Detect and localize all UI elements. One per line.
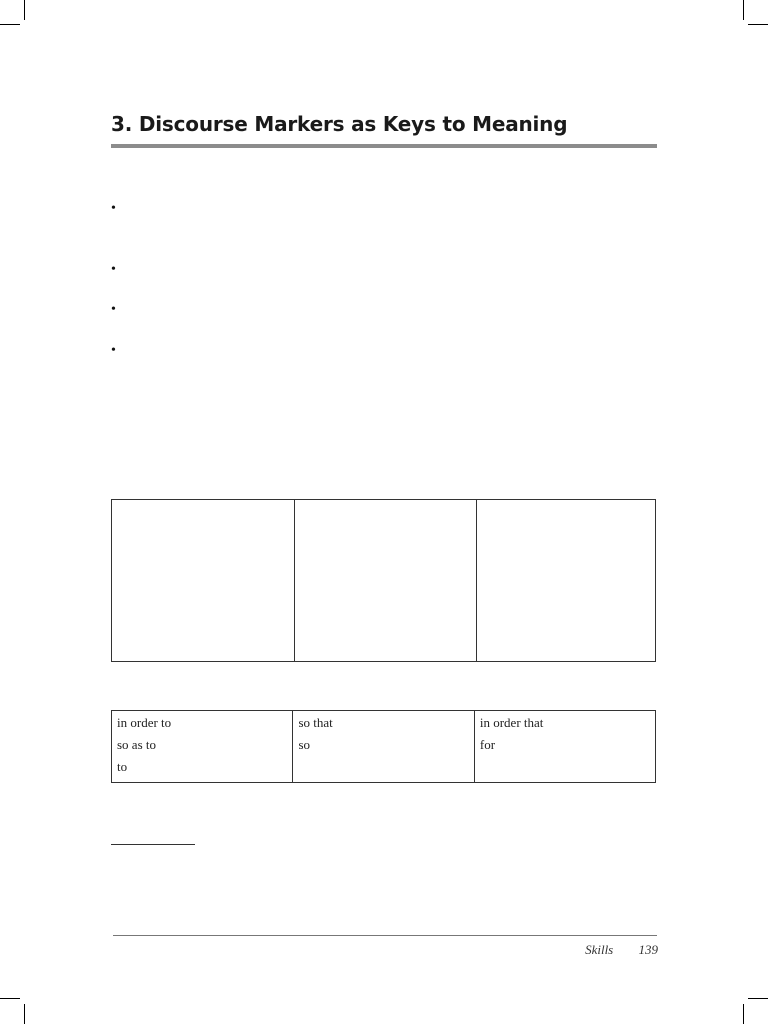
crop-mark-bottom-left-horizontal	[0, 998, 20, 999]
table-row	[112, 500, 656, 662]
bullet-point	[111, 205, 119, 213]
crop-mark-bottom-right-vertical	[743, 1004, 744, 1024]
marker-word: in order to	[117, 715, 172, 730]
crop-mark-top-right-vertical	[743, 0, 744, 20]
table-cell	[293, 711, 474, 783]
bullet-point	[111, 347, 119, 355]
empty-category-table	[111, 499, 656, 662]
marker-word: so that	[298, 715, 333, 730]
title-underline	[111, 144, 657, 148]
bullet-point	[111, 266, 119, 274]
crop-mark-top-left-horizontal	[0, 24, 20, 25]
marker-word: so as to	[117, 737, 156, 752]
marker-word: so	[298, 737, 310, 752]
footer-rule	[113, 935, 657, 936]
table-row	[112, 711, 656, 783]
purpose-markers-table	[111, 710, 656, 783]
footer-section-name: Skills	[585, 942, 614, 957]
table-cell	[112, 711, 293, 783]
marker-word: for	[479, 737, 496, 752]
marker-word: to	[117, 759, 128, 774]
crop-mark-top-left-vertical	[24, 0, 25, 20]
marker-word: in order that	[479, 715, 544, 730]
crop-mark-bottom-right-horizontal	[748, 998, 768, 999]
bullet-point	[111, 306, 119, 314]
crop-mark-bottom-left-vertical	[24, 1004, 25, 1024]
table-cell	[474, 711, 655, 783]
table-cell	[112, 500, 295, 662]
section-title: 3. Discourse Markers as Keys to Meaning	[111, 112, 568, 136]
crop-mark-top-right-horizontal	[748, 24, 768, 25]
table-cell	[477, 500, 656, 662]
table-cell	[295, 500, 477, 662]
page-footer	[585, 942, 658, 958]
footnote-separator	[111, 844, 195, 845]
page-number: 139	[638, 942, 658, 957]
